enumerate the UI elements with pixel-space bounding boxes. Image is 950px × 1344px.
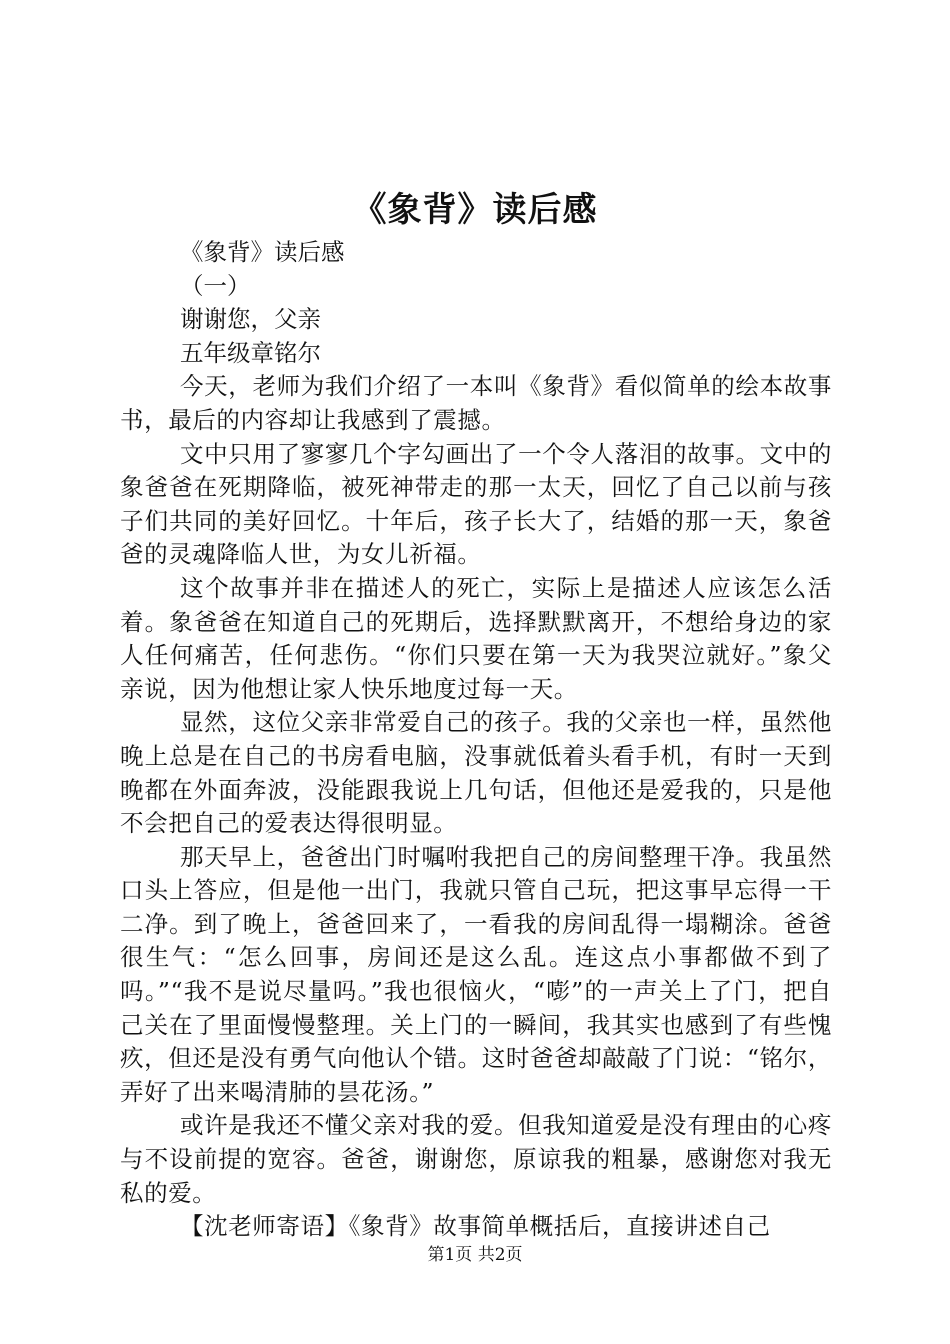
essay-title: 谢谢您，父亲 (180, 305, 321, 334)
essay-author: 五年级章铭尔 (180, 338, 321, 367)
section-number: （一） (180, 271, 251, 300)
paragraph: 这个故事并非在描述人的死亡，实际上是描述人应该怎么活着。象爸爸在知道自己的死期后，选择默默离开，不想给身边的家人任何痛苦，任何悲伤。“你们只要在第一天为我哭泣就好。”象父亲说，因为他想让家人快乐地度过每一天。 (120, 573, 832, 703)
paragraph: 今天，老师为我们介绍了一本叫《象背》看似简单的绘本故事书，最后的内容却让我感到了震撼。 (120, 372, 832, 434)
paragraph: 那天早上，爸爸出门时嘱咐我把自己的房间整理干净。我虽然口头上答应，但是他一出门，我就只管自己玩，把这事早忘得一干二净。到了晚上，爸爸回来了，一看我的房间乱得一塌糊涂。爸爸很生气：“怎么回事，房间还是这么乱。连这点小事都做不到了吗。”“我不是说尽量吗。”我也很恼火，“嘭”的一声关上了门，把自己关在了里面慢慢整理。关上门的一瞬间，我其实也感到了有些愧疚，但还是没有勇气向他认个错。这时爸爸却敲敲了门说：“铭尔，弄好了出来喝清肺的昙花汤。” (120, 842, 832, 1106)
paragraph: 或许是我还不懂父亲对我的爱。但我知道爱是没有理由的心疼与不设前提的宽容。爸爸，谢谢您，原谅我的粗暴，感谢您对我无私的爱。 (120, 1111, 832, 1207)
paragraph: 【沈老师寄语】《象背》故事简单概括后，直接讲述自己 (180, 1212, 771, 1241)
body-subtitle: 《象背》读后感 (180, 238, 345, 266)
document-title: 《象背》读后感 (352, 190, 598, 230)
paragraph: 显然，这位父亲非常爱自己的孩子。我的父亲也一样，虽然他晚上总是在自己的书房看电脑，没事就低着头看手机，有时一天到晚都在外面奔波，没能跟我说上几句话，但他还是爱我的，只是他不会把自己的爱表达得很明显。 (120, 708, 832, 838)
paragraph: 文中只用了寥寥几个字勾画出了一个令人落泪的故事。文中的象爸爸在死期降临，被死神带走的那一太天，回忆了自己以前与孩子们共同的美好回忆。十年后，孩子长大了，结婚的那一天，象爸爸的灵魂降临人世，为女儿祈福。 (120, 439, 832, 569)
page-footer: 第1页 共2页 (427, 1245, 523, 1265)
document-body (120, 236, 832, 1244)
